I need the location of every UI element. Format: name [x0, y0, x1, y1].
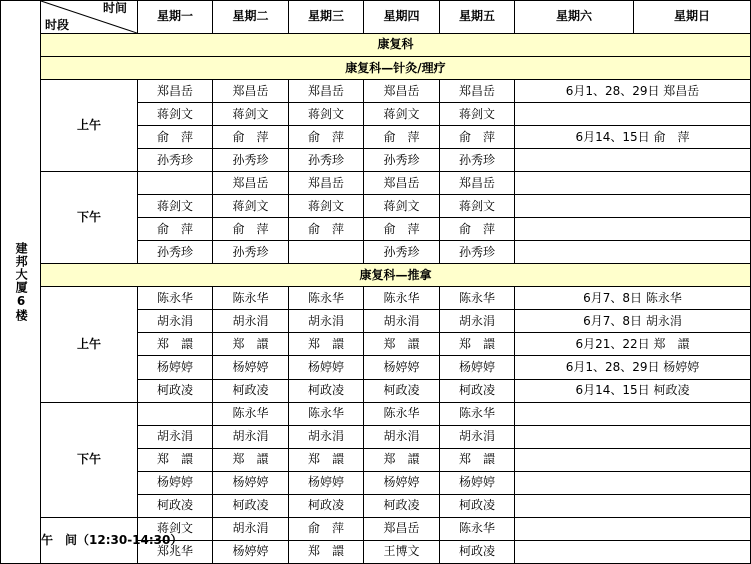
doctor-cell: 杨婷婷: [289, 356, 364, 379]
weekend-cell: [515, 241, 751, 264]
doctor-cell: 胡永涓: [364, 310, 440, 333]
doctor-cell: 杨婷婷: [440, 356, 515, 379]
doctor-cell: 俞 萍: [364, 126, 440, 149]
doctor-cell: 郑 譞: [289, 333, 364, 356]
doctor-cell: 俞 萍: [289, 517, 364, 540]
weekend-cell: [515, 471, 751, 494]
doctor-cell: 王博文: [364, 540, 440, 563]
section-title: 康复科—推拿: [41, 264, 751, 287]
department-row: [1, 34, 751, 57]
doctor-cell: 俞 萍: [440, 126, 515, 149]
doctor-cell: 孙秀珍: [364, 149, 440, 172]
doctor-cell: 俞 萍: [213, 126, 289, 149]
doctor-cell: 柯政凌: [364, 379, 440, 402]
period-label-pm: 下午: [41, 402, 138, 517]
weekend-cell: [515, 448, 751, 471]
weekend-cell: 6月7、8日 胡永涓: [515, 310, 751, 333]
doctor-cell: 郑 譞: [440, 448, 515, 471]
day-header-sun: 星期日: [634, 1, 751, 34]
doctor-cell: 胡永涓: [440, 310, 515, 333]
doctor-cell: 胡永涓: [440, 425, 515, 448]
doctor-cell: 蒋剑文: [138, 103, 213, 126]
doctor-cell: 胡永涓: [289, 310, 364, 333]
doctor-cell: 杨婷婷: [138, 356, 213, 379]
doctor-cell: 柯政凌: [289, 494, 364, 517]
weekend-cell: [515, 195, 751, 218]
doctor-cell: 俞 萍: [364, 218, 440, 241]
doctor-cell: 杨婷婷: [364, 471, 440, 494]
doctor-cell: 蒋剑文: [138, 517, 213, 540]
doctor-cell: 杨婷婷: [213, 540, 289, 563]
doctor-cell: 郑 譞: [138, 333, 213, 356]
day-header-fri: 星期五: [440, 1, 515, 34]
doctor-cell: 胡永涓: [364, 425, 440, 448]
doctor-cell: 杨婷婷: [213, 471, 289, 494]
doctor-cell: 郑昌岳: [138, 80, 213, 103]
corner-header: [41, 1, 138, 34]
doctor-cell: 郑昌岳: [440, 80, 515, 103]
doctor-cell: 陈永华: [364, 287, 440, 310]
doctor-cell: 胡永涓: [213, 310, 289, 333]
doctor-cell: 孙秀珍: [138, 241, 213, 264]
doctor-cell: 蒋剑文: [213, 103, 289, 126]
doctor-cell: 柯政凌: [440, 494, 515, 517]
corner-period-label: 时段: [45, 17, 70, 32]
doctor-cell: 孙秀珍: [440, 241, 515, 264]
doctor-cell: 孙秀珍: [440, 149, 515, 172]
doctor-cell: 俞 萍: [213, 218, 289, 241]
doctor-cell: 郑昌岳: [364, 80, 440, 103]
weekend-cell: 6月21、22日 郑 譞: [515, 333, 751, 356]
doctor-cell: 蒋剑文: [289, 195, 364, 218]
section-row: [1, 57, 751, 80]
doctor-cell: 陈永华: [440, 517, 515, 540]
weekend-cell: 6月1、28、29日 杨婷婷: [515, 356, 751, 379]
doctor-cell: 陈永华: [138, 287, 213, 310]
doctor-cell: 柯政凌: [138, 494, 213, 517]
weekend-cell: [515, 494, 751, 517]
doctor-cell: [289, 241, 364, 264]
doctor-cell: 柯政凌: [213, 379, 289, 402]
noon-row: [1, 517, 751, 540]
doctor-cell: 陈永华: [213, 287, 289, 310]
doctor-cell: 孙秀珍: [138, 149, 213, 172]
day-header-tue: 星期二: [213, 1, 289, 34]
doctor-cell: 郑昌岳: [364, 172, 440, 195]
doctor-cell: [138, 172, 213, 195]
schedule-body: [1, 1, 751, 564]
doctor-cell: 俞 萍: [289, 218, 364, 241]
doctor-cell: 蒋剑文: [364, 103, 440, 126]
day-header-wed: 星期三: [289, 1, 364, 34]
doctor-cell: 胡永涓: [138, 425, 213, 448]
day-header-mon: 星期一: [138, 1, 213, 34]
doctor-cell: 郑昌岳: [289, 172, 364, 195]
doctor-cell: 俞 萍: [138, 126, 213, 149]
schedule-row: [1, 402, 751, 425]
doctor-cell: 柯政凌: [138, 379, 213, 402]
doctor-cell: 陈永华: [289, 402, 364, 425]
doctor-cell: 胡永涓: [213, 425, 289, 448]
section-title: 康复科—针灸/理疗: [41, 57, 751, 80]
doctor-cell: [138, 402, 213, 425]
day-header-sat: 星期六: [515, 1, 634, 34]
doctor-cell: 俞 萍: [289, 126, 364, 149]
doctor-cell: 郑 譞: [289, 448, 364, 471]
doctor-cell: 杨婷婷: [364, 356, 440, 379]
doctor-cell: 孙秀珍: [289, 149, 364, 172]
corner-time-label: 时间: [102, 1, 127, 15]
doctor-cell: 郑 譞: [213, 333, 289, 356]
weekend-cell: [515, 218, 751, 241]
schedule-row: [1, 287, 751, 310]
weekend-cell: [515, 425, 751, 448]
doctor-cell: 柯政凌: [364, 494, 440, 517]
doctor-cell: 蒋剑文: [289, 103, 364, 126]
department-title: 康复科: [41, 34, 751, 57]
doctor-cell: 杨婷婷: [289, 471, 364, 494]
period-label-am: 上午: [41, 80, 138, 172]
header-row: [1, 1, 751, 34]
doctor-cell: 陈永华: [213, 402, 289, 425]
doctor-cell: 郑兆华: [138, 540, 213, 563]
doctor-cell: 杨婷婷: [440, 471, 515, 494]
doctor-cell: 郑昌岳: [213, 80, 289, 103]
doctor-cell: 柯政凌: [213, 494, 289, 517]
schedule-row: [1, 172, 751, 195]
doctor-cell: 俞 萍: [440, 218, 515, 241]
doctor-cell: 孙秀珍: [364, 241, 440, 264]
doctor-cell: 蒋剑文: [440, 195, 515, 218]
period-label-am: 上午: [41, 287, 138, 402]
doctor-cell: 郑 譞: [138, 448, 213, 471]
doctor-cell: 郑 譞: [364, 448, 440, 471]
doctor-cell: 柯政凌: [440, 540, 515, 563]
weekend-cell: 6月14、15日 柯政凌: [515, 379, 751, 402]
doctor-cell: 蒋剑文: [440, 103, 515, 126]
doctor-cell: 柯政凌: [440, 379, 515, 402]
doctor-cell: 郑昌岳: [364, 517, 440, 540]
doctor-cell: 蒋剑文: [138, 195, 213, 218]
doctor-cell: 胡永涓: [138, 310, 213, 333]
doctor-cell: 孙秀珍: [213, 149, 289, 172]
doctor-cell: 陈永华: [440, 402, 515, 425]
doctor-cell: 胡永涓: [213, 517, 289, 540]
weekend-cell: [515, 402, 751, 425]
doctor-cell: 郑昌岳: [213, 172, 289, 195]
location-label: 建邦大厦6楼: [1, 1, 41, 564]
doctor-cell: 胡永涓: [289, 425, 364, 448]
doctor-cell: 陈永华: [364, 402, 440, 425]
doctor-cell: 郑 譞: [440, 333, 515, 356]
doctor-cell: 蒋剑文: [364, 195, 440, 218]
section-row: [1, 264, 751, 287]
doctor-cell: 陈永华: [289, 287, 364, 310]
doctor-cell: 俞 萍: [138, 218, 213, 241]
doctor-cell: 陈永华: [440, 287, 515, 310]
weekend-cell: [515, 103, 751, 126]
doctor-cell: 郑 譞: [289, 540, 364, 563]
doctor-cell: 郑 譞: [213, 448, 289, 471]
weekend-cell: [515, 172, 751, 195]
doctor-cell: 蒋剑文: [213, 195, 289, 218]
weekend-cell: [515, 540, 751, 563]
doctor-cell: 郑昌岳: [440, 172, 515, 195]
weekend-cell: 6月14、15日 俞 萍: [515, 126, 751, 149]
day-header-thu: 星期四: [364, 1, 440, 34]
weekend-cell: [515, 149, 751, 172]
doctor-cell: 郑 譞: [364, 333, 440, 356]
doctor-cell: 柯政凌: [289, 379, 364, 402]
schedule-row: [1, 80, 751, 103]
weekend-cell: 6月7、8日 陈永华: [515, 287, 751, 310]
period-label-pm: 下午: [41, 172, 138, 264]
doctor-cell: 杨婷婷: [213, 356, 289, 379]
weekend-cell: [515, 517, 751, 540]
doctor-cell: 孙秀珍: [213, 241, 289, 264]
doctor-cell: 郑昌岳: [289, 80, 364, 103]
period-label-noon: 午 间（12:30-14:30）: [41, 517, 138, 563]
weekend-cell: 6月1、28、29日 郑昌岳: [515, 80, 751, 103]
doctor-cell: 杨婷婷: [138, 471, 213, 494]
